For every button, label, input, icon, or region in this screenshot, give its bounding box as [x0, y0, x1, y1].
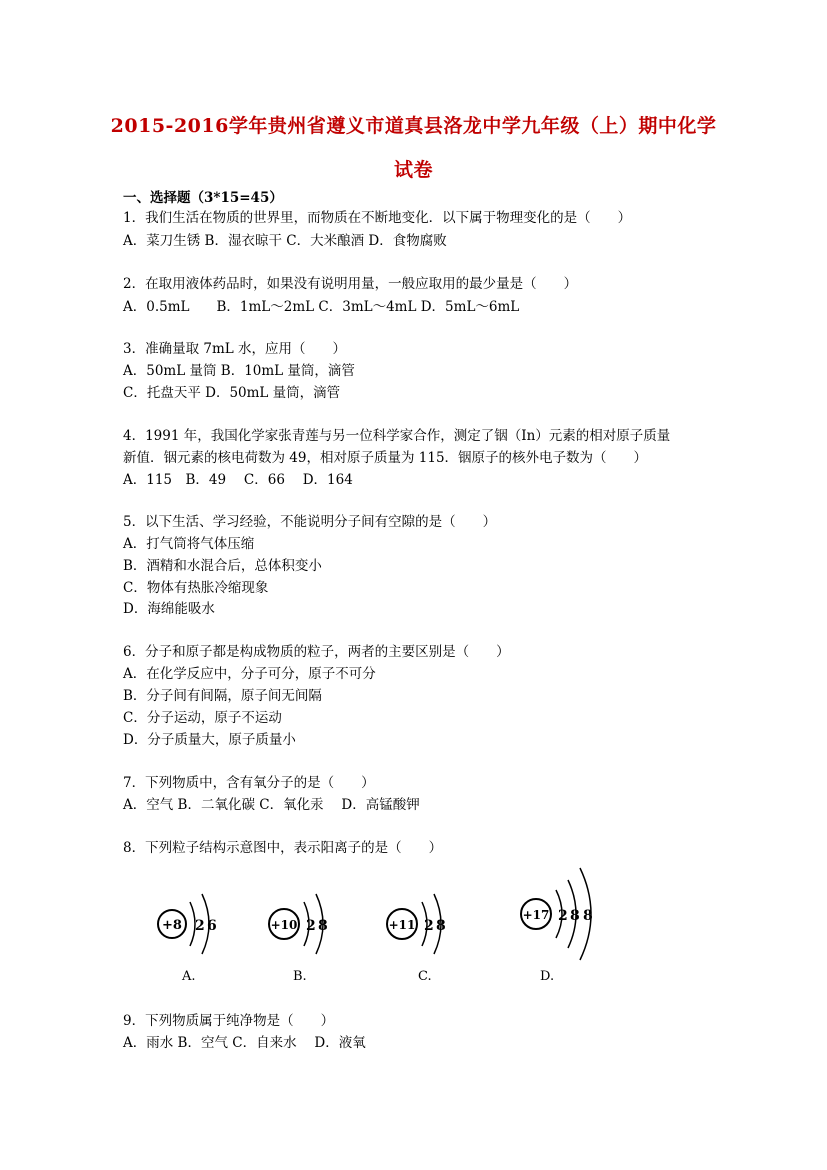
atom-diagram-b: [269, 894, 328, 984]
shell-count-b-2: 8: [318, 918, 328, 934]
nucleus-label-b: +10: [270, 918, 298, 932]
nucleus-label-a: +8: [162, 918, 182, 933]
question-6-option-d: D．分子质量大，原子质量小: [123, 732, 296, 748]
question-9-stem: 9．下列物质属于纯净物是（ ）: [123, 1013, 335, 1029]
question-5-option-a: A．打气筒将气体压缩: [123, 536, 255, 552]
shell-count-c-2: 8: [436, 918, 446, 934]
question-5-option-d: D．海绵能吸水: [123, 601, 215, 617]
question-5-option-c: C．物体有热胀冷缩现象: [123, 580, 269, 596]
section-heading: 一、选择题（3*15=45）: [123, 190, 283, 206]
shell-count-d-3: 8: [583, 908, 593, 924]
question-6-option-a: A．在化学反应中，分子可分，原子不可分: [123, 666, 376, 682]
shell-count-b-1: 2: [306, 918, 316, 934]
question-3-option-ab: A．50mL 量筒 B．10mL 量筒，滴管: [123, 363, 355, 379]
question-4-options: A．115 B．49 C．66 D．164: [123, 472, 353, 488]
question-6-option-b: B．分子间有间隔，原子间无间隔: [123, 688, 322, 704]
nucleus-label-d: +17: [522, 908, 550, 922]
diagram-label-b: B.: [293, 969, 307, 984]
question-2-options: A．0.5mL B．1mL～2mL C．3mL～4mL D．5mL～6mL: [123, 299, 520, 315]
nucleus-label-c: +11: [388, 918, 416, 932]
atom-structure-diagrams: [140, 860, 620, 990]
exam-title-line1: 2015-2016学年贵州省遵义市道真县洛龙中学九年级（上）期中化学: [110, 115, 717, 137]
question-3-stem: 3．准确量取 7mL 水，应用（ ）: [123, 341, 347, 357]
question-6-stem: 6．分子和原子都是构成物质的粒子，两者的主要区别是（ ）: [123, 644, 510, 660]
shell-count-a-1: 2: [195, 918, 205, 934]
diagram-label-a: A.: [182, 969, 196, 984]
atom-diagram-d: [521, 868, 593, 984]
diagram-label-c: C.: [418, 969, 432, 984]
atom-diagram-a: [158, 894, 217, 984]
question-7-stem: 7．下列物质中，含有氧分子的是（ ）: [123, 775, 375, 791]
question-1-options: A．菜刀生锈 B．湿衣晾干 C．大米酿酒 D．食物腐败: [123, 233, 447, 249]
question-5-stem: 5．以下生活、学习经验，不能说明分子间有空隙的是（ ）: [123, 514, 497, 530]
question-2-stem: 2．在取用液体药品时，如果没有说明用量，一般应取用的最少量是（ ）: [123, 276, 578, 292]
shell-count-a-2: 6: [207, 918, 217, 934]
shell-count-d-1: 2: [558, 908, 568, 924]
question-9-options: A．雨水 B．空气 C．自来水 D．液氧: [123, 1035, 366, 1051]
atom-diagram-c: [387, 894, 446, 984]
shell-count-c-1: 2: [424, 918, 434, 934]
diagram-label-d: D.: [540, 969, 555, 984]
question-6-option-c: C．分子运动，原子不运动: [123, 710, 282, 726]
question-4-stem-cont: 新值．铟元素的核电荷数为 49，相对原子质量为 115．铟原子的核外电子数为（ ）: [123, 450, 648, 466]
question-4-stem: 4．1991 年，我国化学家张青莲与另一位科学家合作，测定了铟（In）元素的相对原子质量: [123, 428, 671, 444]
question-5-option-b: B．酒精和水混合后，总体积变小: [123, 558, 322, 574]
question-8-stem: 8．下列粒子结构示意图中，表示阳离子的是（ ）: [123, 840, 443, 856]
question-1-stem: 1．我们生活在物质的世界里，而物质在不断地变化．以下属于物理变化的是（ ）: [123, 210, 632, 226]
shell-count-d-2: 8: [570, 908, 580, 924]
question-3-option-cd: C．托盘天平 D．50mL 量筒，滴管: [123, 385, 341, 401]
exam-title-line2: 试卷: [393, 159, 433, 181]
question-7-options: A．空气 B．二氧化碳 C．氧化汞 D．高锰酸钾: [123, 797, 420, 813]
